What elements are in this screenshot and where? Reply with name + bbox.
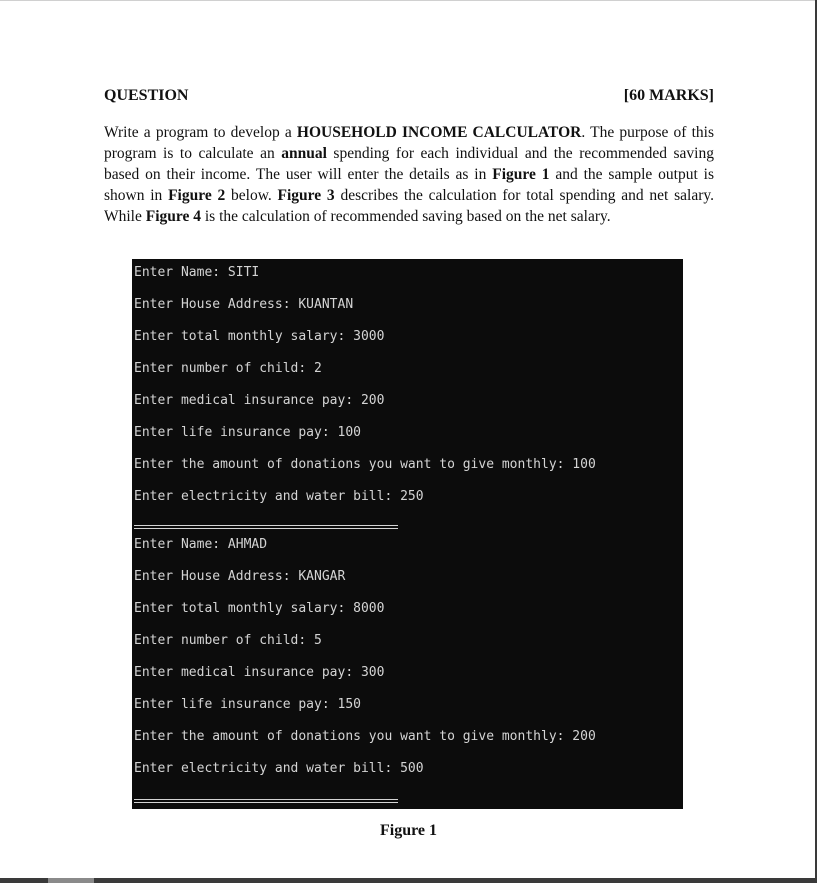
console-line: Enter medical insurance pay: 200	[134, 393, 385, 408]
para-bold-title: HOUSEHOLD INCOME CALCULATOR	[296, 124, 582, 141]
console-line: Enter Name: AHMAD	[134, 537, 268, 552]
para-bold-annual: annual	[281, 145, 327, 162]
para-text: and the sample output is shown in	[104, 166, 715, 204]
figure-caption: Figure 1	[379, 822, 438, 839]
console-line: Enter life insurance pay: 100	[134, 425, 361, 440]
para-text: describes the calculation for total spending and net salary. While	[104, 187, 715, 225]
console-line: Enter life insurance pay: 150	[134, 697, 361, 712]
console-line: Enter electricity and water bill: 250	[134, 489, 424, 504]
console-line: Enter the amount of donations you want to give monthly: 200	[134, 729, 596, 744]
question-title: QUESTION	[104, 87, 189, 104]
question-header	[104, 86, 714, 106]
scrollbar-thumb[interactable]	[48, 878, 94, 883]
para-text: Write a program to develop a	[104, 124, 297, 141]
console-line: Enter the amount of donations you want to give monthly: 100	[134, 457, 596, 472]
para-text: below.	[225, 187, 278, 204]
console-line: Enter medical insurance pay: 300	[134, 665, 385, 680]
console-line: Enter total monthly salary: 3000	[134, 329, 385, 344]
para-text: . The purpose of this program is to calculate an	[104, 124, 714, 162]
question-paragraph	[104, 122, 714, 227]
console-line: Enter electricity and water bill: 500	[134, 761, 424, 776]
console-line: Enter number of child: 2	[134, 361, 322, 376]
console-line: Enter House Address: KUANTAN	[134, 297, 354, 312]
marks-label: [60 MARKS]	[623, 87, 714, 104]
console-separator	[134, 525, 398, 531]
console-line: Enter House Address: KANGAR	[134, 569, 346, 584]
para-bold-figure3: Figure 3	[277, 187, 335, 204]
page-top-border	[0, 0, 817, 1]
console-line: Enter number of child: 5	[134, 633, 322, 648]
para-bold-figure4: Figure 4	[145, 208, 201, 225]
para-bold-figure1: Figure 1	[492, 166, 550, 183]
horizontal-scrollbar[interactable]	[0, 878, 817, 883]
para-text: spending for each individual and the recommended saving based on their income. The user will enter the details as in	[104, 145, 714, 183]
console-separator	[134, 799, 398, 805]
console-line: Enter total monthly salary: 8000	[134, 601, 385, 616]
para-text: is the calculation of recommended saving based on the net salary.	[201, 208, 611, 225]
console-figure	[132, 259, 683, 809]
console-line: Enter Name: SITI	[134, 265, 260, 280]
para-bold-figure2: Figure 2	[168, 187, 226, 204]
